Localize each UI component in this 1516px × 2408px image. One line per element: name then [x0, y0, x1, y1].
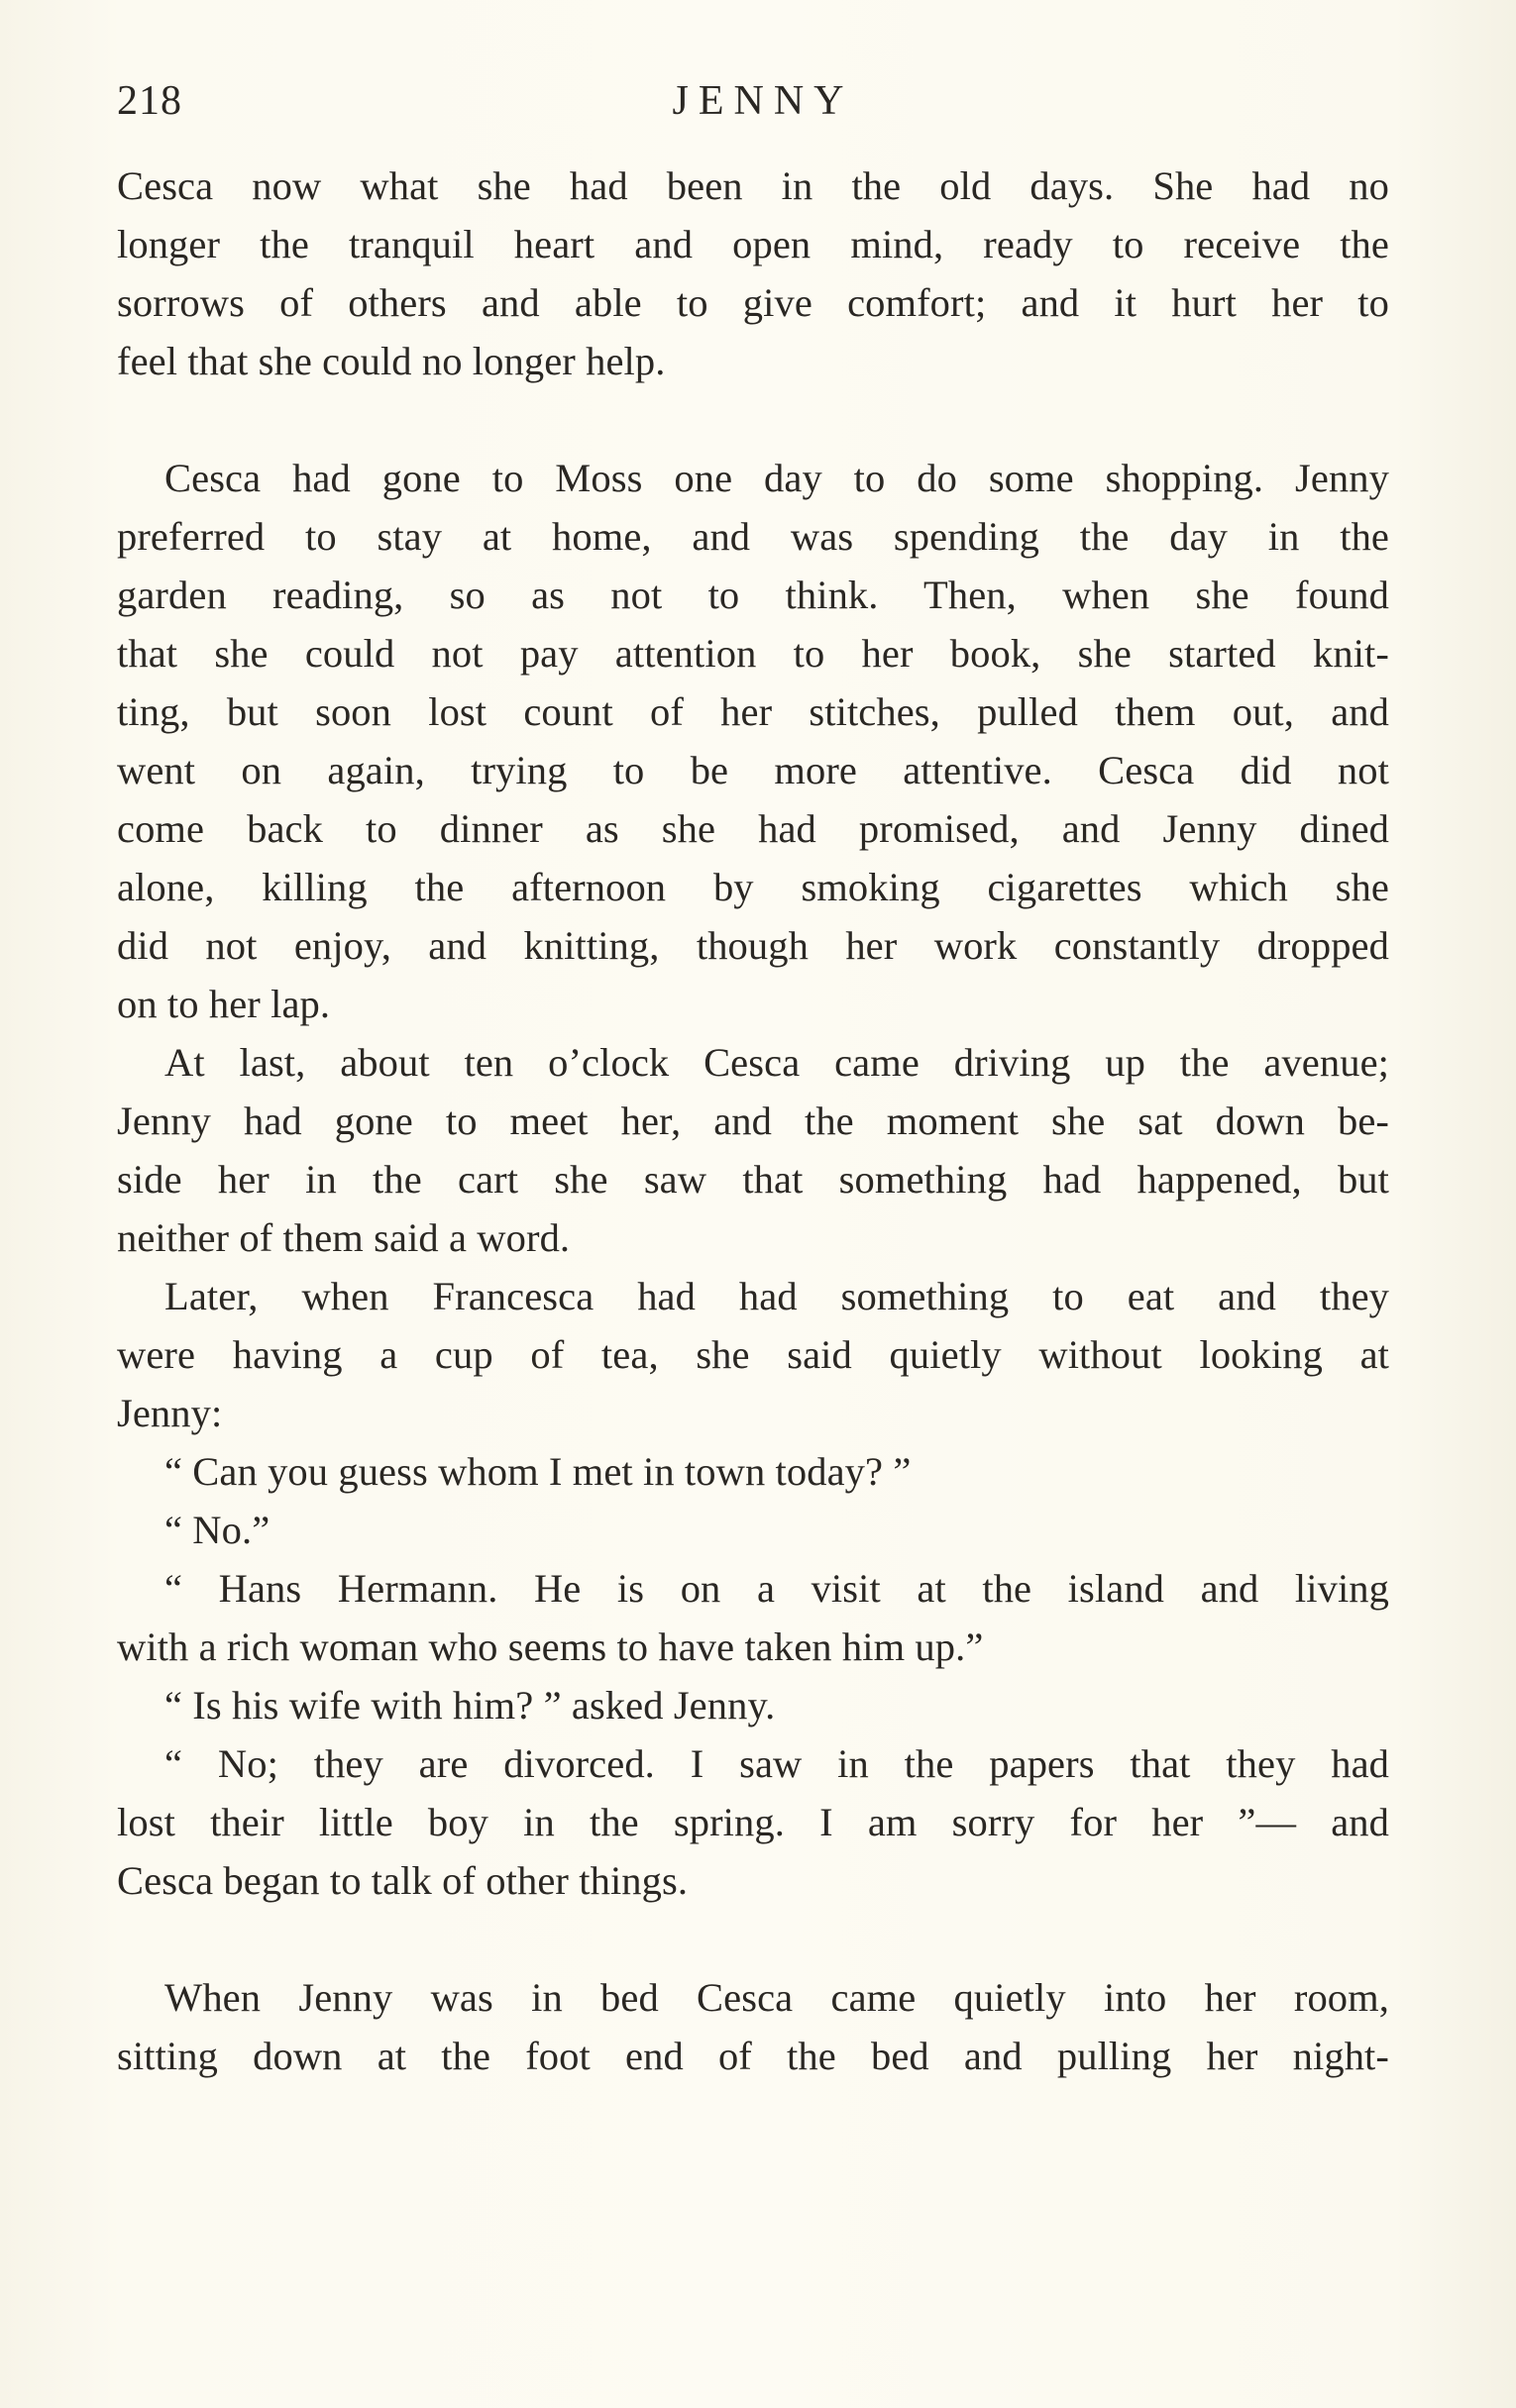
- text-line: lost their little boy in the spring. I am sorry for her ”— and: [117, 1800, 1389, 1844]
- section-break: [117, 390, 1389, 449]
- text-line: garden reading, so as not to think. Then, when she found: [117, 573, 1389, 617]
- text-line: that she could not pay attention to her book, she started knit-: [117, 631, 1389, 676]
- text-line: sorrows of others and able to give comfort; and it hurt her to: [117, 280, 1389, 325]
- text-line: went on again, trying to be more attentive. Cesca did not: [117, 748, 1389, 792]
- page-number: 218: [117, 78, 182, 124]
- text-line: Cesca began to talk of other things.: [117, 1858, 689, 1903]
- text-line: Later, when Francesca had had something to eat and they: [164, 1274, 1389, 1318]
- text-line: Cesca had gone to Moss one day to do some shopping. Jenny: [164, 456, 1389, 500]
- text-line: At last, about ten o’clock Cesca came driving up the avenue;: [164, 1040, 1389, 1085]
- text-line: alone, killing the afternoon by smoking cigarettes which she: [117, 865, 1389, 909]
- text-line: “ Can you guess whom I met in town today? ”: [164, 1449, 912, 1494]
- text-line: sitting down at the foot end of the bed and pulling her night-: [117, 2034, 1389, 2078]
- text-line: Cesca now what she had been in the old days. She had no: [117, 163, 1389, 208]
- text-line: Jenny had gone to meet her, and the moment she sat down be-: [117, 1099, 1389, 1143]
- body-text: [117, 157, 1389, 2085]
- text-line: When Jenny was in bed Cesca came quietly into her room,: [164, 1975, 1389, 2020]
- text-line: come back to dinner as she had promised, and Jenny dined: [117, 806, 1389, 851]
- text-line: were having a cup of tea, she said quietly without looking at: [117, 1332, 1389, 1377]
- section-break: [117, 1910, 1389, 1968]
- text-line: with a rich woman who seems to have taken him up.”: [117, 1624, 984, 1669]
- text-line: longer the tranquil heart and open mind, ready to receive the: [117, 222, 1389, 266]
- text-line: ting, but soon lost count of her stitches, pulled them out, and: [117, 689, 1389, 734]
- running-title: JENNY: [672, 78, 854, 124]
- text-line: feel that she could no longer help.: [117, 339, 666, 383]
- text-line: Jenny:: [117, 1391, 223, 1435]
- text-line: did not enjoy, and knitting, though her work constantly dropped: [117, 923, 1389, 968]
- text-line: on to her lap.: [117, 982, 331, 1026]
- running-head: [117, 77, 1389, 133]
- text-line: neither of them said a word.: [117, 1215, 571, 1260]
- text-line: “ Is his wife with him? ” asked Jenny.: [164, 1683, 776, 1727]
- text-line: side her in the cart she saw that something had happened, but: [117, 1157, 1389, 1202]
- text-line: “ Hans Hermann. He is on a visit at the island and living: [164, 1566, 1389, 1611]
- text-line: preferred to stay at home, and was spending the day in the: [117, 514, 1389, 559]
- text-line: “ No.”: [164, 1508, 271, 1552]
- text-line: “ No; they are divorced. I saw in the papers that they had: [164, 1741, 1389, 1786]
